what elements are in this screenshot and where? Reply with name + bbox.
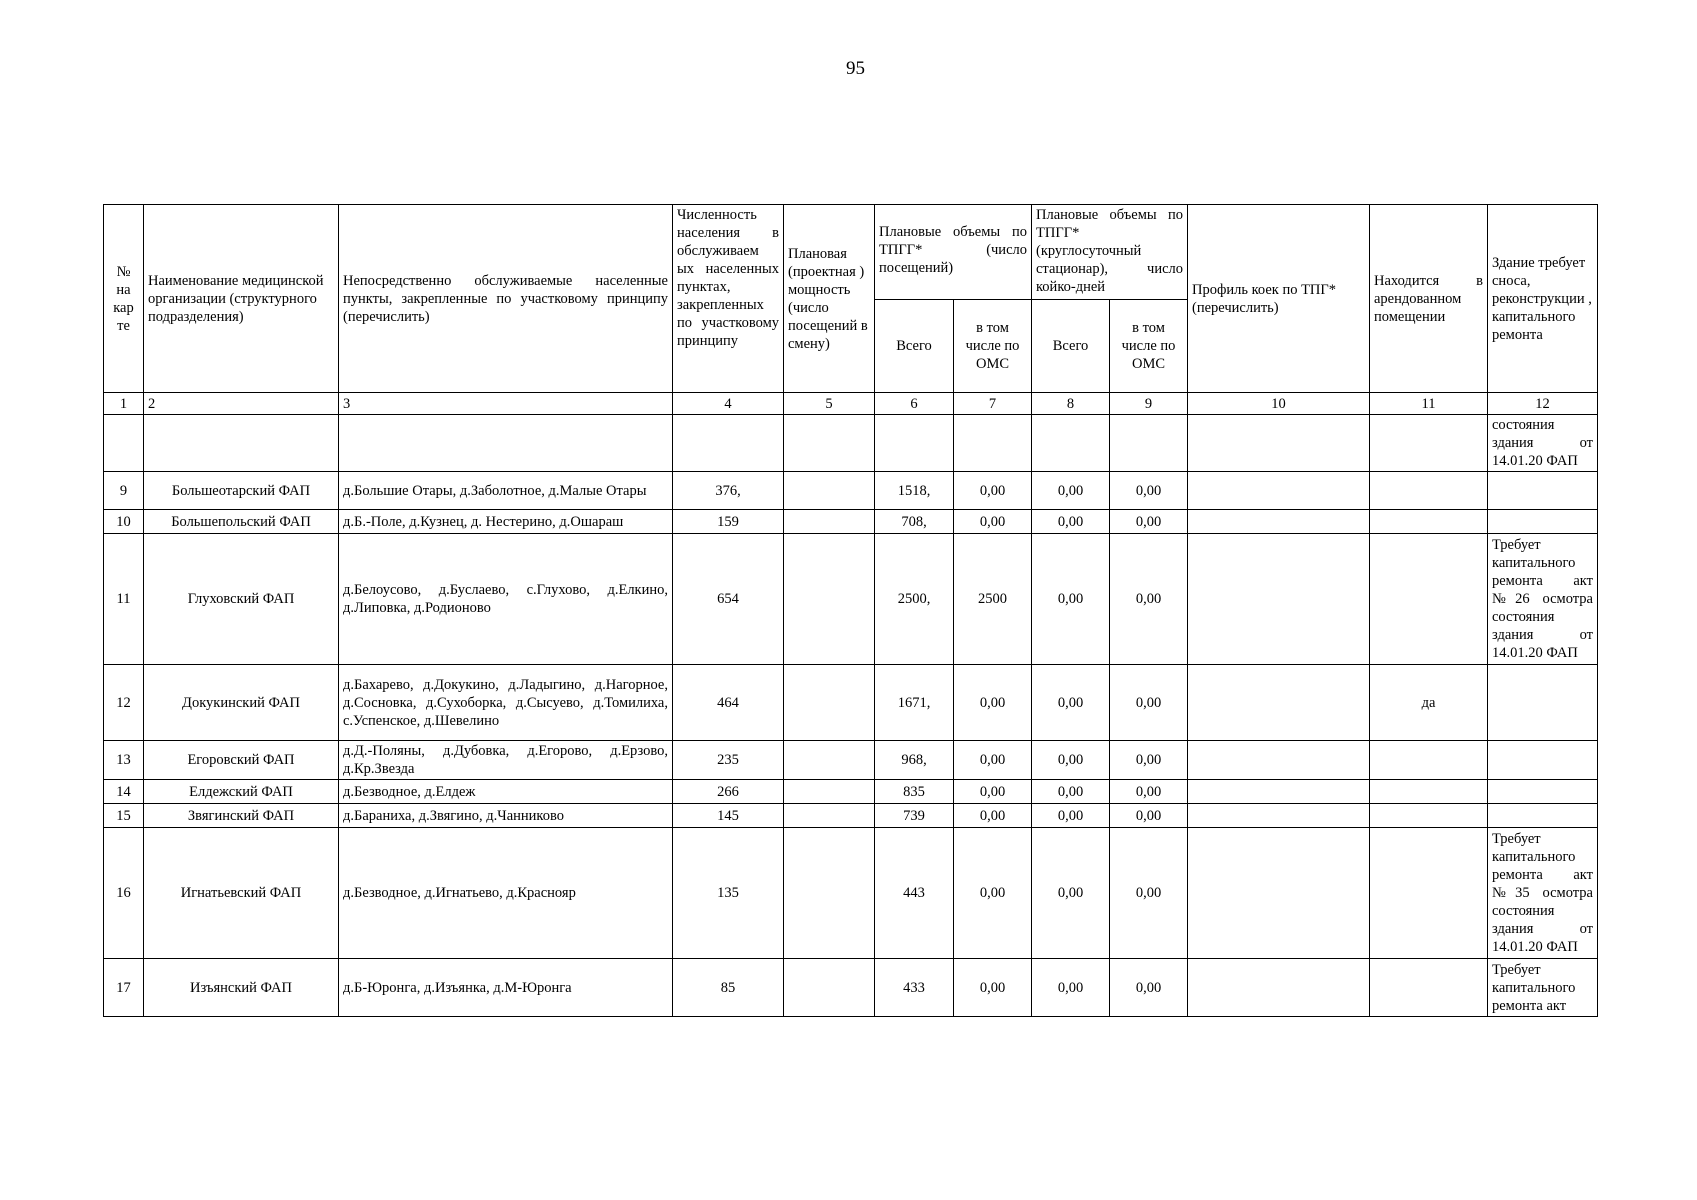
capacity	[784, 959, 875, 1017]
settlements: д.Бараниха, д.Звягино, д.Чанниково	[339, 804, 673, 828]
repair-note: Требует капитального ремонта акт	[1488, 959, 1598, 1017]
beds-total: 0,00	[1032, 510, 1110, 534]
facility-name: Большеотарский ФАП	[144, 472, 339, 510]
table-row	[104, 780, 1598, 804]
repair-note	[1488, 510, 1598, 534]
beds-oms: 0,00	[1110, 741, 1188, 780]
row-number: 12	[104, 665, 144, 741]
population: 145	[673, 804, 784, 828]
capacity	[784, 665, 875, 741]
rented-flag	[1370, 780, 1488, 804]
column-number: 1	[104, 393, 144, 415]
population: 464	[673, 665, 784, 741]
header-sub-total-8: Всего	[1032, 300, 1110, 393]
rented-flag	[1370, 959, 1488, 1017]
bed-profile	[1188, 741, 1370, 780]
header-col11: Находится в арендованном помещении	[1370, 205, 1488, 393]
bed-profile	[1188, 959, 1370, 1017]
capacity	[784, 741, 875, 780]
column-number: 11	[1370, 393, 1488, 415]
bed-profile	[1188, 534, 1370, 665]
header-col1: № на кар те	[104, 205, 144, 393]
visits-total: 1671,	[875, 665, 954, 741]
table-row	[104, 665, 1598, 741]
visits-total: 708,	[875, 510, 954, 534]
row-number: 15	[104, 804, 144, 828]
beds-oms: 0,00	[1110, 828, 1188, 959]
beds-total: 0,00	[1032, 472, 1110, 510]
row-number: 17	[104, 959, 144, 1017]
bed-profile	[1188, 665, 1370, 741]
facility-name: Елдежский ФАП	[144, 780, 339, 804]
settlements: д.Бахарево, д.Докукино, д.Ладыгино, д.Нагорное, д.Сосновка, д.Сухоборка, д.Сысуево, д.Томилиха, с.Успенское, д.Шевелино	[339, 665, 673, 741]
header-col5: Плановая (проектная ) мощность (число посещений в смену)	[784, 205, 875, 393]
header-col12: Здание требует сноса, реконструкции , капитального ремонта	[1488, 205, 1598, 393]
row-number: 10	[104, 510, 144, 534]
population: 654	[673, 534, 784, 665]
visits-oms: 0,00	[954, 472, 1032, 510]
table-row	[104, 534, 1598, 665]
visits-total: 1518,	[875, 472, 954, 510]
table-row	[104, 472, 1598, 510]
facility-name: Докукинский ФАП	[144, 665, 339, 741]
visits-total: 443	[875, 828, 954, 959]
facility-name: Глуховский ФАП	[144, 534, 339, 665]
repair-note	[1488, 780, 1598, 804]
visits-oms: 0,00	[954, 741, 1032, 780]
settlements: д.Большие Отары, д.Заболотное, д.Малые Отары	[339, 472, 673, 510]
repair-note	[1488, 472, 1598, 510]
visits-oms: 0,00	[954, 959, 1032, 1017]
repair-note	[1488, 804, 1598, 828]
header-group-beds: Плановые объемы по ТПГГ* (круглосуточный стационар), число койко-дней	[1032, 205, 1188, 300]
table-row	[104, 959, 1598, 1017]
rented-flag: да	[1370, 665, 1488, 741]
header-sub-oms-7: в том числе по ОМС	[954, 300, 1032, 393]
facility-name: Изъянский ФАП	[144, 959, 339, 1017]
population: 235	[673, 741, 784, 780]
beds-total: 0,00	[1032, 741, 1110, 780]
column-number: 6	[875, 393, 954, 415]
row-number: 14	[104, 780, 144, 804]
row-number: 16	[104, 828, 144, 959]
table-row	[104, 804, 1598, 828]
visits-oms: 0,00	[954, 828, 1032, 959]
bed-profile	[1188, 804, 1370, 828]
page-number: 95	[846, 58, 865, 79]
settlements: д.Б.-Поле, д.Кузнец, д. Нестерино, д.Ошараш	[339, 510, 673, 534]
header-col10: Профиль коек по ТПГ* (перечислить)	[1188, 205, 1370, 393]
capacity	[784, 780, 875, 804]
row-number: 9	[104, 472, 144, 510]
rented-flag	[1370, 804, 1488, 828]
row-number: 11	[104, 534, 144, 665]
beds-oms: 0,00	[1110, 534, 1188, 665]
population: 376,	[673, 472, 784, 510]
column-number: 2	[144, 393, 339, 415]
beds-oms: 0,00	[1110, 472, 1188, 510]
facility-name: Егоровский ФАП	[144, 741, 339, 780]
table-row	[104, 510, 1598, 534]
header-sub-total-6: Всего	[875, 300, 954, 393]
column-number: 10	[1188, 393, 1370, 415]
column-number: 12	[1488, 393, 1598, 415]
bed-profile	[1188, 510, 1370, 534]
visits-total: 835	[875, 780, 954, 804]
header-group-visits: Плановые объемы по ТПГГ* (число посещений)	[875, 205, 1032, 300]
visits-oms: 0,00	[954, 665, 1032, 741]
rented-flag	[1370, 510, 1488, 534]
header-sub-oms-9: в том числе по ОМС	[1110, 300, 1188, 393]
population: 135	[673, 828, 784, 959]
beds-total: 0,00	[1032, 959, 1110, 1017]
settlements: д.Б-Юронга, д.Изъянка, д.М-Юронга	[339, 959, 673, 1017]
column-number: 7	[954, 393, 1032, 415]
repair-note: Требует капитального ремонта акт №35 осмотра состояния здания от 14.01.20 ФАП	[1488, 828, 1598, 959]
column-number: 9	[1110, 393, 1188, 415]
capacity	[784, 804, 875, 828]
visits-oms: 0,00	[954, 510, 1032, 534]
row-number: 13	[104, 741, 144, 780]
population: 159	[673, 510, 784, 534]
visits-oms: 2500	[954, 534, 1032, 665]
header-col2: Наименование медицинской организации (структурного подразделения)	[144, 205, 339, 393]
bed-profile	[1188, 472, 1370, 510]
visits-total: 2500,	[875, 534, 954, 665]
settlements: д.Д.-Поляны, д.Дубовка, д.Егорово, д.Ерзово, д.Кр.Звезда	[339, 741, 673, 780]
beds-total: 0,00	[1032, 534, 1110, 665]
capacity	[784, 510, 875, 534]
visits-oms: 0,00	[954, 780, 1032, 804]
carryover-row	[104, 415, 1598, 472]
capacity	[784, 472, 875, 510]
settlements: д.Безводное, д.Елдеж	[339, 780, 673, 804]
beds-total: 0,00	[1032, 828, 1110, 959]
beds-oms: 0,00	[1110, 804, 1188, 828]
capacity	[784, 534, 875, 665]
column-number: 8	[1032, 393, 1110, 415]
column-number: 5	[784, 393, 875, 415]
table-row	[104, 741, 1598, 780]
beds-total: 0,00	[1032, 665, 1110, 741]
carryover-repair-note: состояния здания от 14.01.20 ФАП	[1488, 415, 1598, 472]
rented-flag	[1370, 472, 1488, 510]
visits-total: 968,	[875, 741, 954, 780]
settlements: д.Безводное, д.Игнатьево, д.Краснояр	[339, 828, 673, 959]
column-numbers-row	[104, 393, 1598, 415]
bed-profile	[1188, 828, 1370, 959]
beds-oms: 0,00	[1110, 510, 1188, 534]
capacity	[784, 828, 875, 959]
beds-total: 0,00	[1032, 780, 1110, 804]
population: 85	[673, 959, 784, 1017]
visits-oms: 0,00	[954, 804, 1032, 828]
bed-profile	[1188, 780, 1370, 804]
header-col3: Непосредственно обслуживаемые населенные пункты, закрепленные по участковому принципу (перечислить)	[339, 205, 673, 393]
beds-oms: 0,00	[1110, 665, 1188, 741]
rented-flag	[1370, 741, 1488, 780]
facility-name: Игнатьевский ФАП	[144, 828, 339, 959]
facility-name: Звягинский ФАП	[144, 804, 339, 828]
repair-note	[1488, 741, 1598, 780]
header-col4: Численность населения в обслуживаем ых населенных пунктах, закрепленных по участковому принципу	[673, 205, 784, 393]
column-number: 3	[339, 393, 673, 415]
facility-name: Большепольский ФАП	[144, 510, 339, 534]
visits-total: 739	[875, 804, 954, 828]
facilities-table	[103, 204, 1598, 1017]
rented-flag	[1370, 828, 1488, 959]
table-row	[104, 828, 1598, 959]
population: 266	[673, 780, 784, 804]
beds-oms: 0,00	[1110, 959, 1188, 1017]
beds-total: 0,00	[1032, 804, 1110, 828]
column-number: 4	[673, 393, 784, 415]
header-row-1	[104, 205, 1598, 300]
visits-total: 433	[875, 959, 954, 1017]
beds-oms: 0,00	[1110, 780, 1188, 804]
settlements: д.Белоусово, д.Буслаево, с.Глухово, д.Елкино, д.Липовка, д.Родионово	[339, 534, 673, 665]
repair-note: Требует капитального ремонта акт №26 осмотра состояния здания от 14.01.20 ФАП	[1488, 534, 1598, 665]
rented-flag	[1370, 534, 1488, 665]
repair-note	[1488, 665, 1598, 741]
